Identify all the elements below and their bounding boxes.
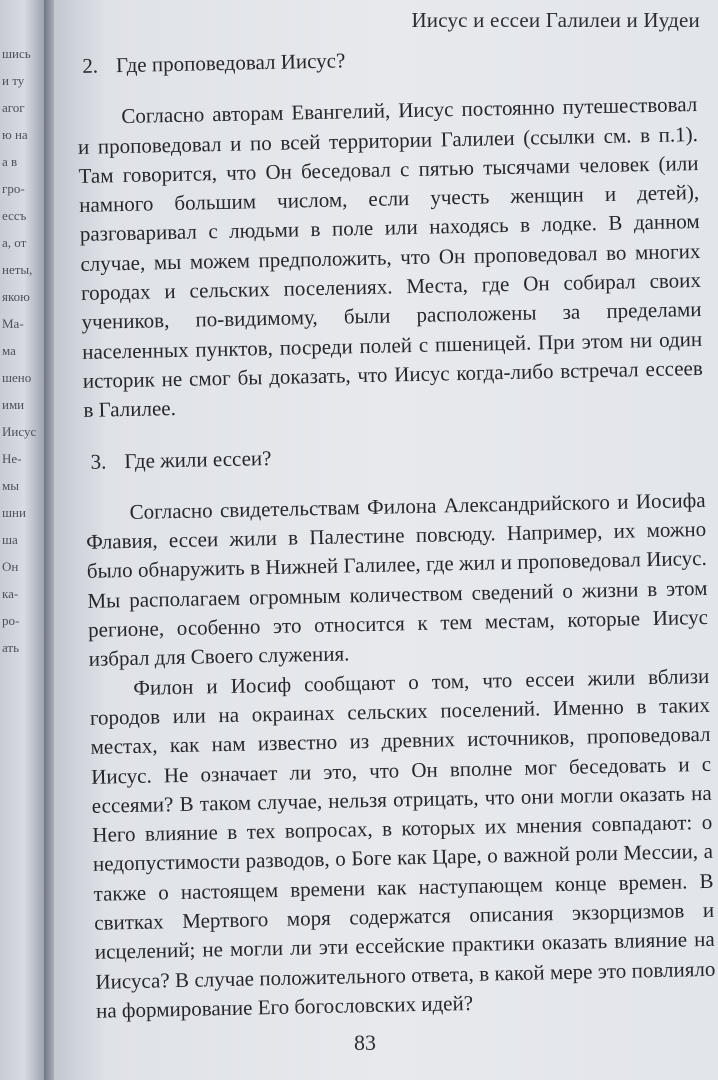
left-fragment: ша	[2, 532, 18, 547]
section-3-paragraph-2: Филон и Иосиф сообщают о том, что ессеи жили вблизи городов или на окраинах сельских поселений. Именно в таких местах, как нам известно из древних источников, проповедовал Иисус. Не означает ли это, что Он вполне мог беседовать и с ессеями? В таком случае, нельзя отрицать, что они могли оказать на Него влияние в тех вопросах, в которых их мнения совпадают: о недопустимости разводов, о Боге как Царе, о важной роли Мессии, а также о настоящем времени как наступающем конце времен. В свитках Мертвого моря содержатся описания экзорцизмов и исцелений; не могли ли эти ессейские практики оказать влияние на Иисуса? В случае положительного ответа, в какой мере это повлияло на формирование Его богословских идей?	[89, 663, 716, 1023]
left-fragment: Не-	[2, 451, 22, 466]
left-fragment: агог	[2, 100, 25, 115]
running-head: Иисус и ессеи Галилеи и Иудеи	[411, 8, 700, 32]
page-content	[76, 39, 716, 1026]
left-fragment: ро-	[2, 613, 20, 628]
left-fragment: ма	[2, 343, 16, 358]
left-fragment: Он	[2, 559, 19, 574]
left-fragment: а в	[2, 154, 18, 169]
left-fragment: шено	[2, 370, 32, 385]
left-fragment: ка-	[2, 586, 19, 601]
section-title: Где проповедовал Иисус?	[115, 48, 346, 78]
section-2-heading	[82, 39, 696, 81]
left-fragment: Ма-	[2, 316, 24, 331]
section-number: 3.	[90, 449, 107, 474]
left-fragment: Иисус	[2, 424, 37, 439]
left-fragment: ими	[2, 397, 25, 412]
left-page-edge	[0, 0, 44, 1080]
left-fragment: и ту	[2, 73, 25, 88]
section-3-paragraph-1: Согласно свидетельствам Филона Александрийского и Иосифа Флавия, ессеи жили в Палестине повсюду. Например, их можно было обнаружить в Нижней Галилее, где жил и проповедовал Иисус. Мы располагаем огромным количеством сведений о жизни в этом регионе, особенно это относится к тем местам, которые Иисус избрал для Своего служения.	[86, 487, 709, 672]
page-number: 83	[354, 1030, 376, 1055]
book-spine	[44, 0, 54, 1080]
left-fragment: а, от	[2, 235, 27, 250]
left-page-text-fragments	[2, 40, 40, 661]
left-fragment: шни	[2, 505, 26, 520]
section-number: 2.	[82, 53, 99, 78]
section-2-paragraph: Согласно авторам Евангелий, Иисус постоянно путешествовал и проповедовал и по всей территории Галилеи (ссылки см. в п.1). Там говорится, что Он беседовал с пятью тысячами человек (или намного большим числом, если учесть женщин и детей), разговаривал с людьми в поле или находясь в лодке. В данном случае, мы можем предположить, что Он проповедовал во многих городах и сельских поселениях. Места, где Он собирал своих учеников, по-видимому, были расположены за пределами населенных пунктов, посреди полей с пшеницей. При этом ни один историк не смог бы доказать, что Иисус когда-либо встречал ессеев в Галилее.	[77, 92, 704, 423]
left-fragment: неты,	[2, 262, 33, 277]
left-fragment: ю на	[2, 127, 28, 142]
section-title: Где жили ессеи?	[124, 445, 272, 473]
left-fragment: гро-	[2, 181, 25, 196]
left-fragment: ать	[2, 640, 20, 655]
left-fragment: шись	[2, 46, 31, 61]
book-page	[54, 0, 718, 1080]
left-fragment: мы	[2, 478, 19, 493]
left-fragment: якою	[2, 289, 30, 304]
left-fragment: ессъ	[2, 208, 27, 223]
